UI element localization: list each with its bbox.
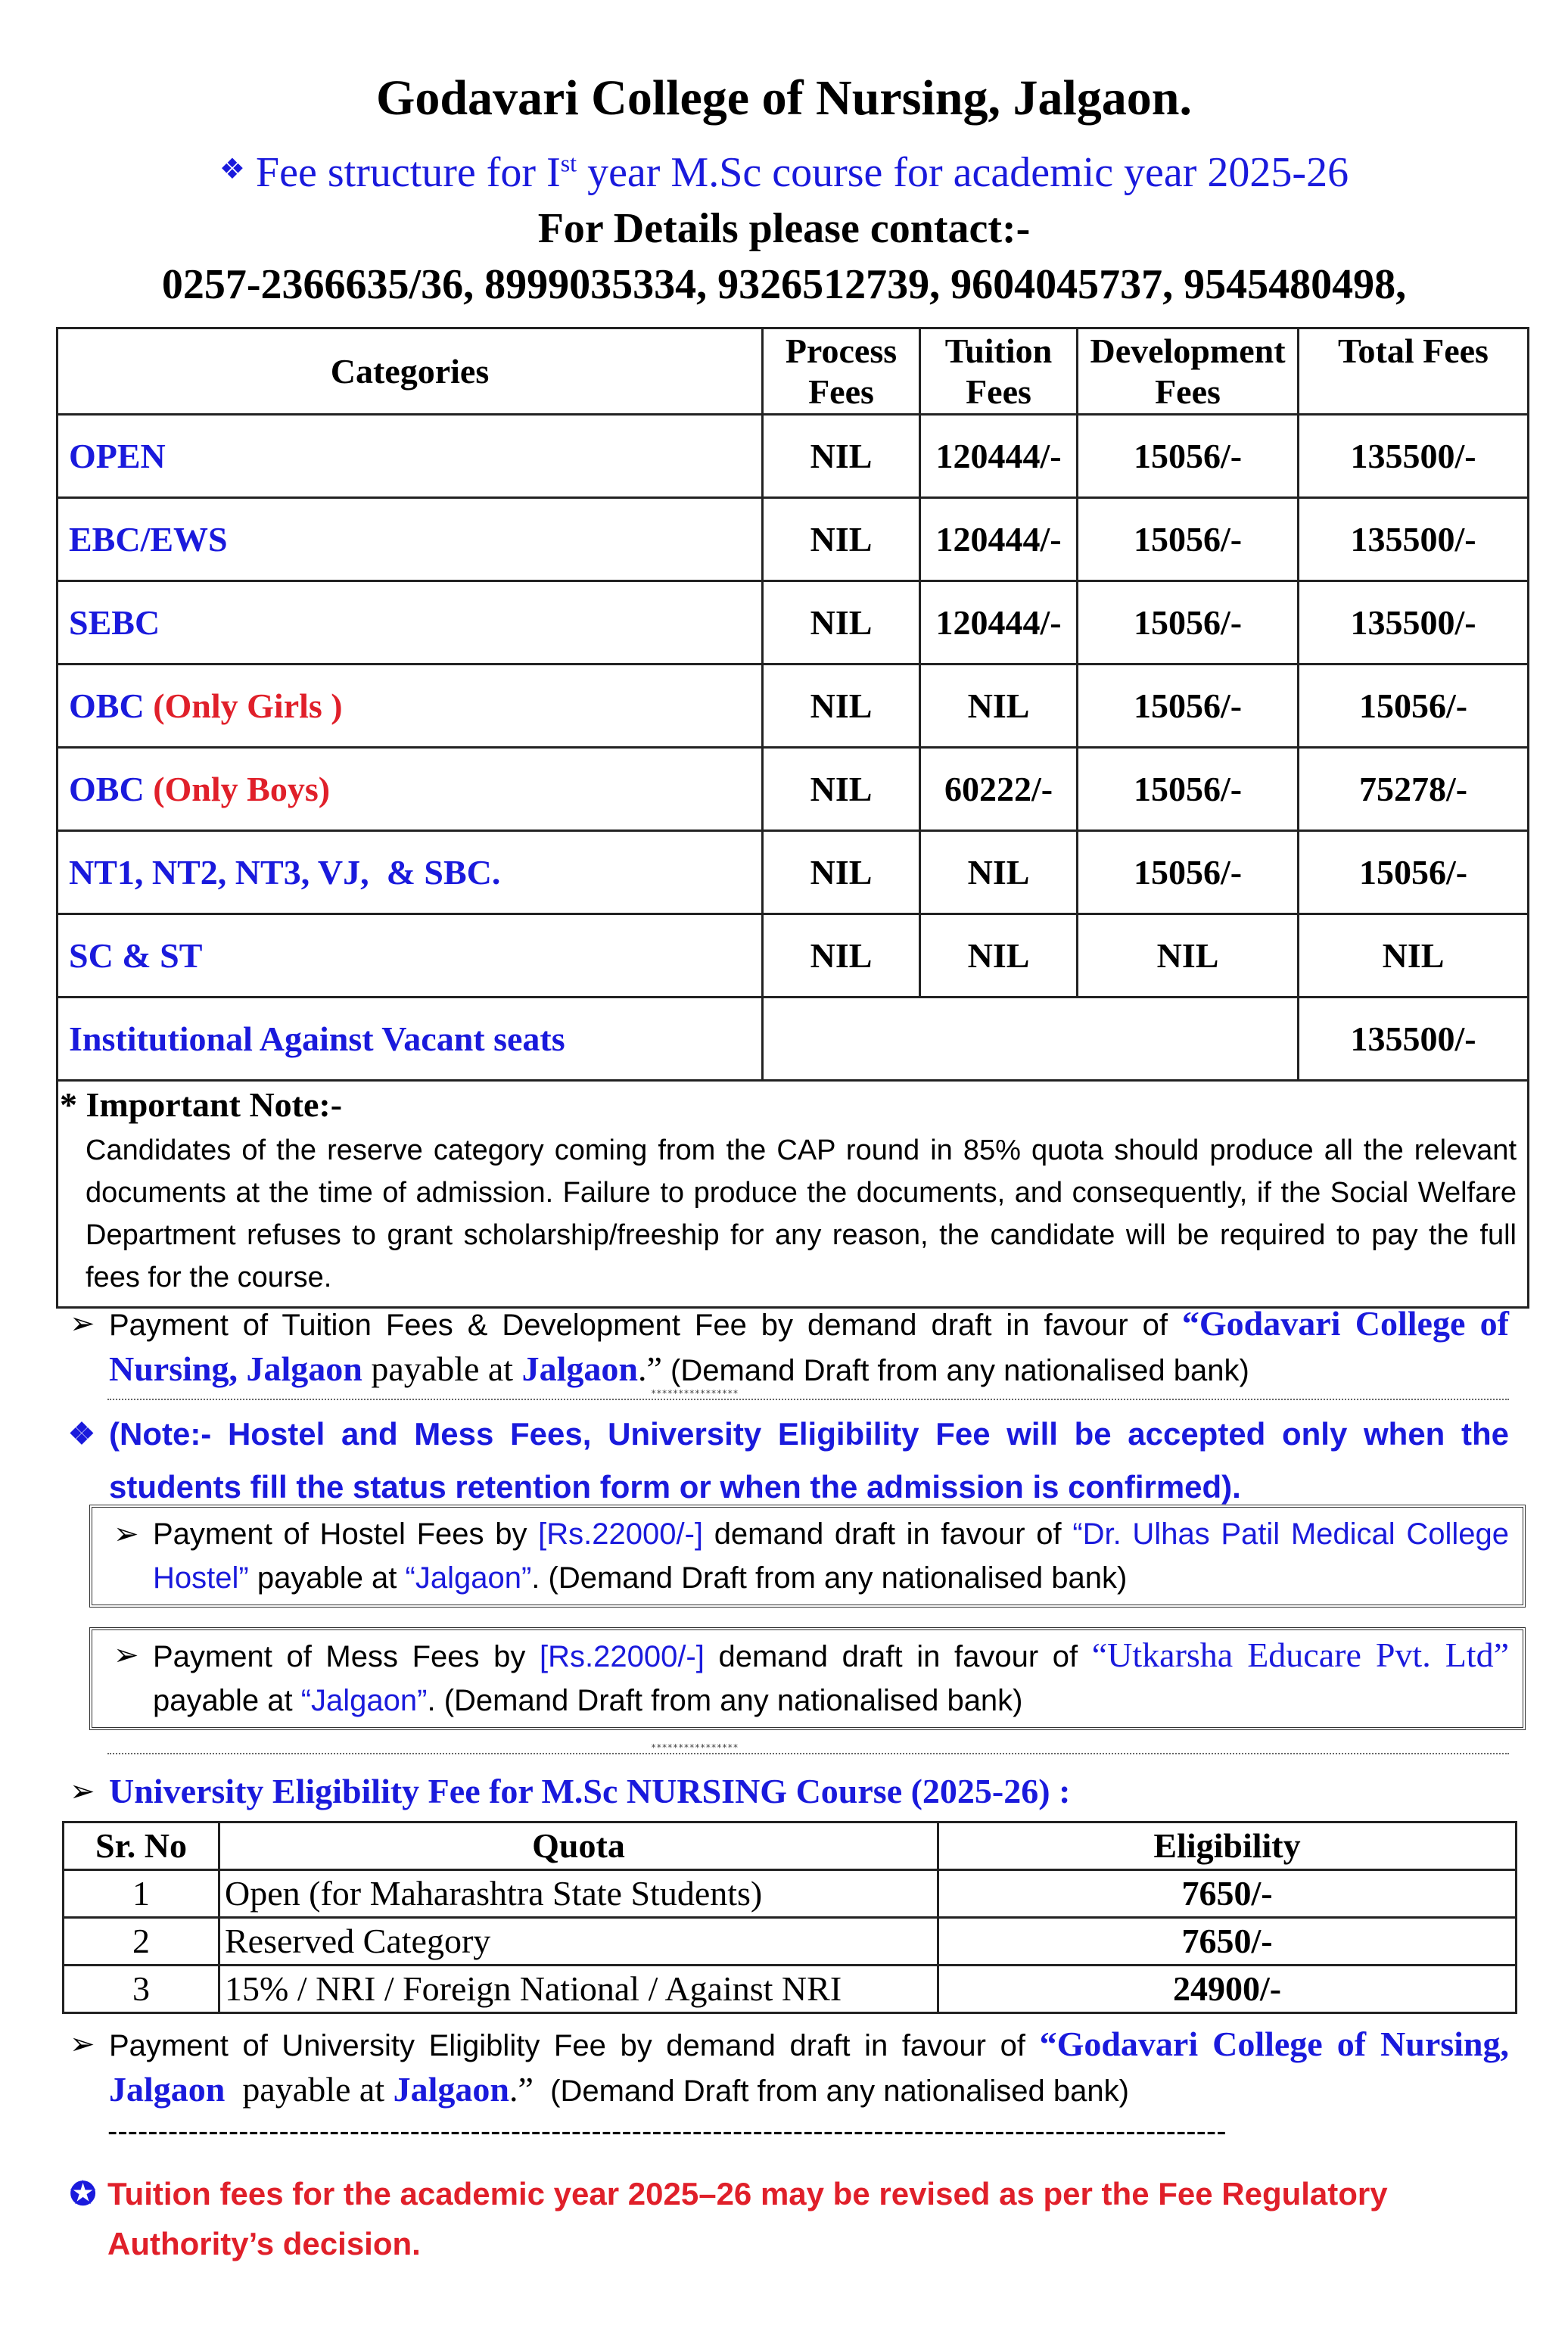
separator-stars: **************** (651, 1388, 739, 1399)
payee-name: “Godavari College of Nursing, Jalgaon (109, 1304, 1510, 1388)
page-title: Godavari College of Nursing, Jalgaon. (375, 70, 1192, 126)
tuition-fee-cell: 60222/- (920, 748, 1078, 831)
development-fee-cell: 15056/- (1078, 748, 1299, 831)
category-cell: SC & ST (58, 914, 763, 998)
category-qualifier: (Only Boys) (153, 770, 331, 808)
eligibility-fee-cell: 24900/- (938, 1966, 1517, 2013)
total-fee-cell: 15056/- (1299, 831, 1529, 914)
arrow-bullet-icon: ➢ (114, 1639, 139, 1672)
header-tuition-fees: Tuition Fees (920, 328, 1078, 415)
tuition-fee-cell: 120444/- (920, 415, 1078, 498)
mess-payment-paragraph: ➢ Payment of Mess Fees by [Rs.22000/-] demand draft in favour of “Utkarsha Educare Pvt. Ltd” payable at “Jalgaon”. (Demand Draft from any nationalised bank) (153, 1633, 1509, 1723)
important-note-cell (58, 1081, 1529, 1308)
subtitle-superscript: st (560, 149, 577, 177)
eligibility-fee-cell: 7650/- (938, 1918, 1517, 1966)
eligibility-fee-cell: 7650/- (938, 1870, 1517, 1918)
fee-structure-table (56, 327, 1529, 1309)
tuition-payment-paragraph: ➢ Payment of Tuition Fees & Development Fee by demand draft in favour of “Godavari College of Nursing, Jalgaon payable at Jalgaon.” (Demand Draft from any nationalised bank) (109, 1302, 1509, 1393)
category-cell: OBC (Only Boys) (58, 748, 763, 831)
table-row (58, 914, 1529, 998)
category-qualifier: (Only Girls ) (153, 686, 343, 725)
eligibility-heading: ➢ University Eligibility Fee for M.Sc NURSING Course (2025-26) : (109, 1770, 1509, 1815)
important-note-body: Candidates of the reserve category coming from the CAP round in 85% quota should produce all the relevant documents at the time of admission. Failure to produce the documents, and consequently, if the Social Welfare Department refuses to grant scholarship/freeship for any reason, the candidate will be required to pay the full fees for the course. (86, 1135, 1517, 1293)
category-cell: SEBC (58, 581, 763, 665)
hostel-payment-paragraph: ➢ Payment of Hostel Fees by [Rs.22000/-] demand draft in favour of “Dr. Ulhas Patil Medical College Hostel” payable at “Jalgaon”. (Demand Draft from any nationalised bank) (153, 1512, 1509, 1600)
dotted-separator (107, 1753, 1509, 1754)
diamond-bullet-icon: ❖ (219, 154, 245, 185)
process-fee-cell: NIL (763, 914, 920, 998)
tuition-fee-cell: NIL (920, 831, 1078, 914)
eligibility-fee-table (62, 1821, 1517, 2014)
subtitle-text-pre: Fee structure for I (256, 149, 561, 196)
arrow-bullet-icon: ➢ (70, 1775, 95, 1808)
sr-cell: 1 (64, 1870, 219, 1918)
category-cell: NT1, NT2, NT3, VJ, & SBC. (58, 831, 763, 914)
category-cell: Institutional Against Vacant seats (58, 998, 763, 1081)
arrow-bullet-icon: ➢ (70, 1307, 95, 1340)
merged-empty-cell (763, 998, 1299, 1081)
hostel-amount: [Rs.22000/-] (538, 1517, 704, 1551)
table-row (64, 1966, 1517, 2013)
header-sr-no: Sr. No (64, 1822, 219, 1870)
quota-cell: 15% / NRI / Foreign National / Against NRI (219, 1966, 938, 2013)
final-note-text: Tuition fees for the academic year 2025–26 may be revised as per the Fee Regulatory Authority’s decision. (107, 2176, 1388, 2261)
category-cell: OBC (Only Girls ) (58, 665, 763, 748)
contact-heading: For Details please contact:- (537, 205, 1031, 252)
eligibility-payment-paragraph: ➢ Payment of University Eligiblity Fee by demand draft in favour of “Godavari College of Nursing, Jalgaon payable at Jalgaon.” (Demand Draft from any nationalised bank) (109, 2022, 1509, 2113)
sr-cell: 3 (64, 1966, 219, 2013)
sr-cell: 2 (64, 1918, 219, 1966)
dashed-separator: --------------------------------------------------------------------------------------------------------------- (107, 2115, 1227, 2148)
development-fee-cell: NIL (1078, 914, 1299, 998)
development-fee-cell: 15056/- (1078, 581, 1299, 665)
payable-place: Jalgaon (521, 1349, 638, 1388)
header-eligibility: Eligibility (938, 1822, 1517, 1870)
quota-cell: Open (for Maharashtra State Students) (219, 1870, 938, 1918)
category-cell: OPEN (58, 415, 763, 498)
process-fee-cell: NIL (763, 748, 920, 831)
total-fee-cell: 135500/- (1299, 581, 1529, 665)
page-subtitle (0, 148, 1568, 197)
header-process-fees: Process Fees (763, 328, 920, 415)
contact-numbers: 0257-2366635/36, 8999035334, 9326512739, 9604045737, 9545480498, (161, 261, 1407, 308)
process-fee-cell: NIL (763, 581, 920, 665)
total-fee-cell: NIL (1299, 914, 1529, 998)
development-fee-cell: 15056/- (1078, 831, 1299, 914)
subtitle-text-post: year M.Sc course for academic year 2025-26 (577, 149, 1349, 196)
tuition-fee-cell: 120444/- (920, 498, 1078, 581)
tuition-fee-cell: NIL (920, 914, 1078, 998)
process-fee-cell: NIL (763, 831, 920, 914)
payee-name: “Godavari College of Nursing, Jalgaon (109, 2025, 1510, 2109)
development-fee-cell: 15056/- (1078, 415, 1299, 498)
header-development-fees: Development Fees (1078, 328, 1299, 415)
mess-amount: [Rs.22000/-] (539, 1640, 705, 1673)
dotted-separator (107, 1399, 1509, 1400)
final-revision-note (70, 2169, 1507, 2269)
table-row (58, 498, 1529, 581)
process-fee-cell: NIL (763, 665, 920, 748)
eligibility-header-row (64, 1822, 1517, 1870)
table-row (58, 665, 1529, 748)
separator-stars: **************** (651, 1742, 739, 1753)
table-row (64, 1918, 1517, 1966)
process-fee-cell: NIL (763, 415, 920, 498)
star-circle-icon: ✪ (70, 2176, 97, 2211)
table-row (58, 748, 1529, 831)
total-fee-cell: 75278/- (1299, 748, 1529, 831)
hostel-mess-note: ❖ (Note:- Hostel and Mess Fees, University Eligibility Fee will be accepted only when the students fill the status retention form or when the admission is confirmed). (109, 1408, 1509, 1514)
header-total-fees: Total Fees (1299, 328, 1529, 415)
development-fee-cell: 15056/- (1078, 498, 1299, 581)
mess-payee: “Utkarsha Educare Pvt. Ltd” (1091, 1636, 1509, 1674)
total-fee-cell: 135500/- (1299, 498, 1529, 581)
table-row (64, 1870, 1517, 1918)
fee-table-header-row (58, 328, 1529, 415)
quota-cell: Reserved Category (219, 1918, 938, 1966)
table-row-institutional (58, 998, 1529, 1081)
hostel-place: “Jalgaon” (405, 1561, 532, 1595)
payable-place: Jalgaon (393, 2070, 509, 2109)
mess-place: “Jalgaon” (300, 1684, 428, 1717)
tuition-fee-cell: 120444/- (920, 581, 1078, 665)
category-cell: EBC/EWS (58, 498, 763, 581)
arrow-bullet-icon: ➢ (70, 2028, 95, 2061)
table-row (58, 415, 1529, 498)
table-row (58, 831, 1529, 914)
total-fee-cell: 135500/- (1299, 998, 1529, 1081)
important-note-title: * Important Note:- (60, 1085, 343, 1124)
process-fee-cell: NIL (763, 498, 920, 581)
header-categories: Categories (58, 328, 763, 415)
table-row (58, 581, 1529, 665)
arrow-bullet-icon: ➢ (114, 1517, 139, 1551)
diamond-bullet-icon: ❖ (68, 1418, 95, 1451)
total-fee-cell: 15056/- (1299, 665, 1529, 748)
tuition-fee-cell: NIL (920, 665, 1078, 748)
development-fee-cell: 15056/- (1078, 665, 1299, 748)
hostel-payee: “Dr. Ulhas Patil Medical College Hostel” (153, 1517, 1509, 1595)
header-quota: Quota (219, 1822, 938, 1870)
total-fee-cell: 135500/- (1299, 415, 1529, 498)
important-note-row (58, 1081, 1529, 1308)
